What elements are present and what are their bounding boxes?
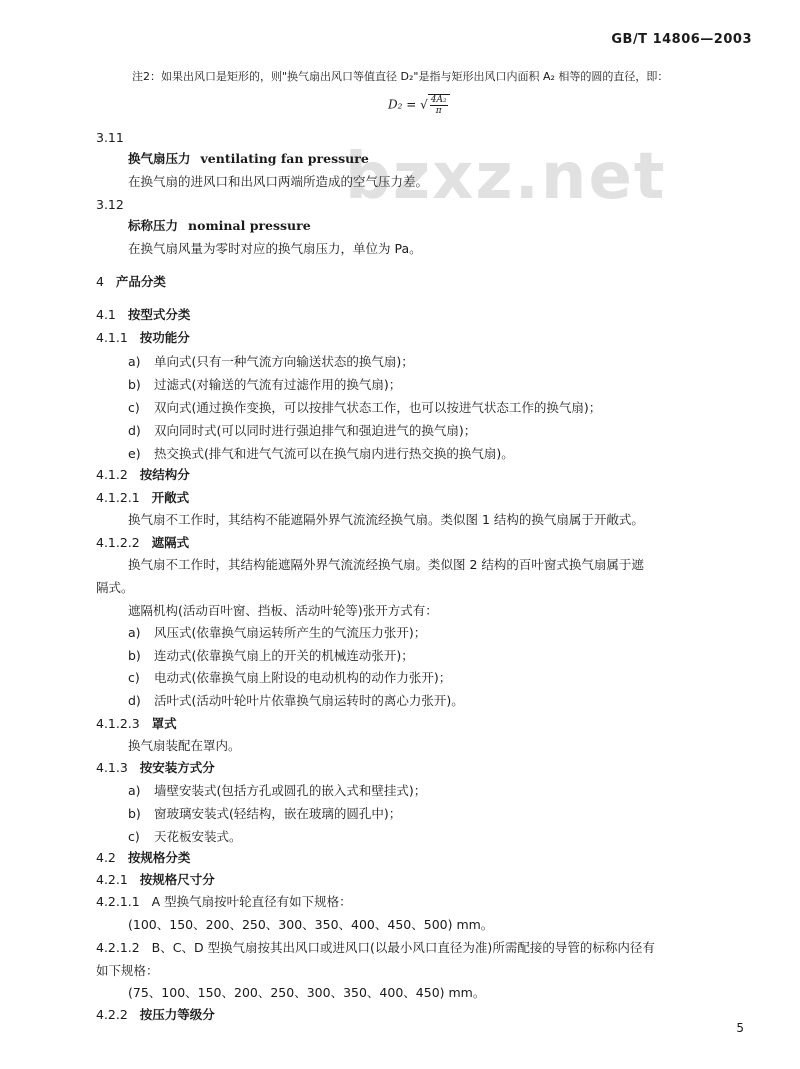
paragraph-continuation: 隔式。 xyxy=(96,580,134,595)
section-number: 4.2.1.1 xyxy=(96,894,140,909)
section-number: 4.1.2.3 xyxy=(96,716,140,731)
formula-fraction xyxy=(430,95,448,116)
list-text: 电动式(依靠换气扇上附设的电动机构的动作力张开)； xyxy=(154,670,452,685)
section-number: 4.1.1 xyxy=(96,330,128,345)
list-label: b) xyxy=(128,648,141,663)
list-item xyxy=(128,669,451,687)
list-label: d) xyxy=(128,423,141,438)
section-heading xyxy=(96,759,215,777)
list-item xyxy=(128,624,426,642)
formula-numerator: 4A₂ xyxy=(430,95,447,105)
paragraph-continuation: 如下规格： xyxy=(96,963,159,978)
list-item xyxy=(128,445,514,463)
section-number: 4.1.3 xyxy=(96,760,128,775)
section-number: 4.2 xyxy=(96,850,116,865)
watermark: bzxz.net xyxy=(345,140,667,214)
list-text: 墙壁安装式(包括方孔或圆孔的嵌入式和壁挂式)； xyxy=(154,783,427,798)
section-title: 按安装方式分 xyxy=(139,760,215,775)
list-text: 活叶式(活动叶轮叶片依靠换气扇运转时的离心力张开)。 xyxy=(154,693,464,708)
paragraph: 换气扇不工作时，其结构不能遮隔外界气流流经换气扇。类似图 1 结构的换气扇属于开敞式。 xyxy=(128,512,644,527)
section-heading xyxy=(96,306,190,324)
list-item xyxy=(128,376,401,394)
formula-lhs: D₂ = xyxy=(388,97,421,112)
paragraph-text: B、C、D 型换气扇按其出风口或进风口(以最小风口直径为准)所需配接的导管的标称内径有 xyxy=(151,940,655,955)
paragraph xyxy=(96,939,655,957)
term-heading xyxy=(128,150,369,168)
list-label: b) xyxy=(128,806,141,821)
list-label: b) xyxy=(128,377,141,392)
list-text: 双向式(通过换作变换，可以按排气状态工作，也可以按进气状态工作的换气扇)； xyxy=(154,400,602,415)
list-text: 单向式(只有一种气流方向输送状态的换气扇)； xyxy=(154,354,414,369)
formula-denominator: π xyxy=(435,106,442,116)
section-title: 产品分类 xyxy=(115,274,166,289)
section-heading xyxy=(96,1006,215,1024)
list-label: a) xyxy=(128,783,141,798)
list-item xyxy=(128,782,426,800)
section-number: 4.1.2.1 xyxy=(96,490,140,505)
list-item xyxy=(128,805,401,823)
standard-header: GB/T 14806—2003 xyxy=(611,32,752,47)
paragraph: 遮隔机构(活动百叶窗、挡板、活动叶轮等)张开方式有： xyxy=(128,603,438,618)
formula-root xyxy=(428,94,450,116)
section-title: 按压力等级分 xyxy=(139,1007,215,1022)
list-item xyxy=(128,647,414,665)
section-number: 4.1.2 xyxy=(96,467,128,482)
page-number: 5 xyxy=(736,1021,744,1035)
list-item xyxy=(128,692,464,710)
term-cn: 标称压力 xyxy=(128,218,179,233)
list-item xyxy=(128,353,414,371)
section-number: 4.2.2 xyxy=(96,1007,128,1022)
list-text: 窗玻璃安装式(轻结构，嵌在玻璃的圆孔中)； xyxy=(154,806,402,821)
list-text: 风压式(依靠换气扇运转所产生的气流压力张开)； xyxy=(154,625,427,640)
clause-number: 3.11 xyxy=(96,130,124,145)
section-heading xyxy=(96,466,190,484)
term-heading xyxy=(128,217,311,235)
paragraph xyxy=(96,893,352,911)
paragraph: 换气扇不工作时，其结构能遮隔外界气流流经换气扇。类似图 2 结构的百叶窗式换气扇属于遮 xyxy=(128,557,644,572)
sqrt-sign: √ xyxy=(420,97,428,112)
section-title: 开敞式 xyxy=(151,490,190,505)
section-heading xyxy=(96,534,189,552)
section-number: 4.2.1 xyxy=(96,872,128,887)
term-en: nominal pressure xyxy=(188,218,311,233)
section-title: 按结构分 xyxy=(139,467,190,482)
list-label: a) xyxy=(128,625,141,640)
section-heading xyxy=(96,849,190,867)
list-label: e) xyxy=(128,446,141,461)
paragraph: 换气扇装配在罩内。 xyxy=(128,738,241,753)
section-heading xyxy=(96,715,177,733)
size-values: (100、150、200、250、300、350、400、450、500) mm。 xyxy=(128,917,494,932)
section-number: 4.1 xyxy=(96,307,116,322)
list-label: c) xyxy=(128,829,140,844)
list-text: 热交换式(排气和进气气流可以在换气扇内进行热交换的换气扇)。 xyxy=(154,446,514,461)
section-title: 按规格分类 xyxy=(127,850,191,865)
list-text: 双向同时式(可以同时进行强迫排气和强迫进气的换气扇)； xyxy=(154,423,477,438)
size-values: (75、100、150、200、250、300、350、400、450) mm。 xyxy=(128,985,486,1000)
list-text: 天花板安装式。 xyxy=(154,829,242,844)
list-label: c) xyxy=(128,400,140,415)
section-heading xyxy=(96,273,166,291)
note-2: 注2：如果出风口是矩形的，则"换气扇出风口等值直径 D₂"是指与矩形出风口内面积 A₂ 相等的圆的直径，即： xyxy=(132,70,669,83)
list-item xyxy=(128,422,476,440)
section-title: 罩式 xyxy=(151,716,177,731)
section-heading xyxy=(96,329,190,347)
list-item xyxy=(128,399,601,417)
term-cn: 换气扇压力 xyxy=(128,151,191,166)
section-heading xyxy=(96,489,189,507)
list-item xyxy=(128,828,242,846)
equivalent-diameter-formula xyxy=(388,94,450,116)
section-number: 4 xyxy=(96,274,104,289)
clause-number: 3.12 xyxy=(96,197,124,212)
list-label: d) xyxy=(128,693,141,708)
term-definition: 在换气扇的进风口和出风口两端所造成的空气压力差。 xyxy=(128,174,429,189)
section-heading xyxy=(96,871,215,889)
section-title: 按规格尺寸分 xyxy=(139,872,215,887)
list-label: c) xyxy=(128,670,140,685)
section-title: 按型式分类 xyxy=(127,307,191,322)
section-number: 4.2.1.2 xyxy=(96,940,140,955)
section-title: 按功能分 xyxy=(139,330,190,345)
list-text: 连动式(依靠换气扇上的开关的机械连动张开)； xyxy=(154,648,414,663)
paragraph-text: A 型换气扇按叶轮直径有如下规格： xyxy=(151,894,352,909)
section-number: 4.1.2.2 xyxy=(96,535,140,550)
term-definition: 在换气扇风量为零时对应的换气扇压力，单位为 Pa。 xyxy=(128,241,422,256)
term-en: ventilating fan pressure xyxy=(200,151,369,166)
list-label: a) xyxy=(128,354,141,369)
list-text: 过滤式(对输送的气流有过滤作用的换气扇)； xyxy=(154,377,402,392)
section-title: 遮隔式 xyxy=(151,535,190,550)
